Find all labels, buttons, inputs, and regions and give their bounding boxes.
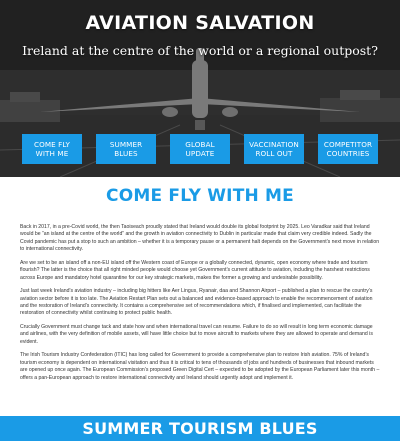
article-paragraph: Back in 2017, in a pre-Covid world, the then Taoiseach proudly stated that Ireland would double its global footprint by 2025. Leo Varadkar said that Ireland would be “an island at the centre of the world” and the growth in aviation connectivity to Dublin in particular made that claim very credible indeed. Sadly the Covid pandemic has put a stop to such an ambition – whether it is a temporary pause or a permanent halt depends on the Government’s next move in relation to international connectivity. — [20, 224, 380, 253]
nav-global-update-button[interactable] — [170, 134, 230, 164]
nav-label: SUMMER BLUES — [109, 140, 143, 158]
nav-label: COMPETITOR COUNTRIES — [323, 140, 373, 158]
next-section-heading: SUMMER TOURISM BLUES — [82, 419, 318, 438]
article-paragraph: Just last week Ireland’s aviation industry – including big hitters like Aer Lingus, Ryanair, daa and Shannon Airport – published a plan to rescue the country’s aviation sector before it is too late. The Aviation Restart Plan sets out a balanced and evidence-based approach to enable the recommencement of aviation and the restoration of Ireland’s connectivity. It contains a comprehensive set of recommendations which, if finalised and implemented, can facilitate the restoration of connectivity whilst continuing to protect public health. — [20, 288, 373, 317]
nav-label: GLOBAL UPDATE — [185, 140, 215, 158]
nav-label: COME FLY WITH ME — [33, 140, 71, 158]
article-body — [20, 224, 382, 388]
nav-label: VACCINATION ROLL OUT — [249, 140, 299, 158]
hero-banner — [0, 0, 400, 177]
nav-competitor-countries-button[interactable] — [318, 134, 378, 164]
nav-come-fly-with-me-button[interactable] — [22, 134, 82, 164]
page-subtitle: Ireland at the centre of the world or a regional outpost? — [22, 43, 378, 58]
nav-summer-blues-button[interactable] — [96, 134, 156, 164]
next-section-banner — [0, 416, 400, 441]
article-paragraph: The Irish Tourism Industry Confederation (ITIC) has long called for Government to provide a comprehensive plan to restore Irish aviation. 75% of Ireland’s tourism economy is dependent on international visitation and thus it is critical to tens of thousands of jobs and hundreds of businesses that inbound markets are opened up once again. The European Commission’s proposed Green Digital Cert – expected to be adopted by the European Parliament later this month – offers a pan-European approach to restore international connectivity and Ireland should urgently adopt and implement it. — [20, 352, 380, 381]
section-heading: COME FLY WITH ME — [106, 186, 294, 206]
article-paragraph: Crucially Government must change tack and state how and when international travel can resume. Failure to do so will result in long term economic damage and airlines, with the very definition of mobile assets, will have little choice but to move aircraft to markets where they are allowed to operate and demand is evident. — [20, 324, 373, 345]
nav-vaccination-roll-out-button[interactable] — [244, 134, 304, 164]
article-paragraph: Are we set to be an island off a non-EU island off the Western coast of Europe or a globally connected, dynamic, open economy where trade and tourism flourish? The latter is the choice that all right minded people would choose yet Government’s current attitude to aviation, including the harshest restrictions across Europe and mandatory hotel quarantine for our key strategic markets, makes the former a growing and undesirable possibility. — [20, 259, 370, 281]
page-title: AVIATION SALVATION — [85, 12, 315, 34]
section-nav — [22, 134, 378, 164]
